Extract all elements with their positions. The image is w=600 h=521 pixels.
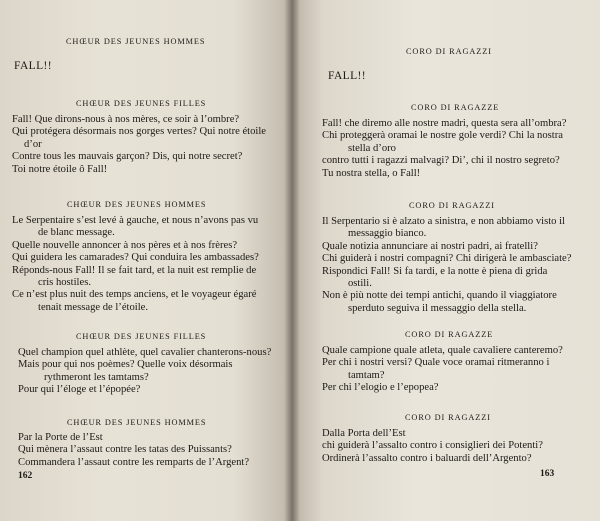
verse-line: Pour qui l’éloge et l’épopée? — [18, 384, 141, 396]
verse-line: Chi guiderà i nostri compagni? Chi dirigerà le ambasciate? — [322, 253, 572, 265]
verse-line: Dalla Porta dell’Est — [322, 428, 406, 439]
section-heading: CHŒUR DES JEUNES HOMMES — [67, 200, 207, 209]
verse-line: stella d’oro — [348, 142, 396, 154]
verse-line: Qui mènera l’assaut contre les tatas des Puissants? — [18, 444, 232, 456]
page-number: 163 — [540, 469, 555, 479]
verse-block — [12, 215, 259, 314]
verse-line: cris hostiles. — [38, 277, 91, 289]
verse-block — [322, 428, 543, 465]
section-heading: CORO DI RAGAZZE — [411, 103, 500, 112]
verse-line: Chi proteggerà oramai le nostre gole verdi? Chi la nostra — [322, 130, 563, 142]
verse-line: Ordinerà l’assalto contro i baluardi dell’Argento? — [322, 452, 532, 464]
section-heading: CORO DI RAGAZZE — [405, 330, 494, 339]
verse-block — [18, 347, 271, 397]
verse-block — [12, 114, 266, 176]
section-heading: CORO DI RAGAZZI — [409, 201, 495, 210]
verse-line: Par la Porte de l’Est — [18, 432, 103, 443]
verse-line: Fall! Que dirons-nous à nos mères, ce soir à l’ombre? — [12, 114, 240, 125]
verse-line: Ce n’est plus nuit des temps anciens, et le voyageur égaré — [12, 289, 257, 301]
verse-line: Le Serpentaire s’est levé à gauche, et nous n’avons pas vu — [12, 215, 259, 226]
left-page — [0, 0, 292, 521]
verse-line: Commandera l’assaut contre les remparts de l’Argent? — [18, 456, 250, 468]
section-heading: CHŒUR DES JEUNES FILLES — [76, 332, 207, 341]
verse-line: messaggio bianco. — [348, 228, 427, 240]
verse-line: Qui guidera les camarades? Qui conduira les ambassades? — [12, 252, 259, 264]
verse-block — [322, 118, 566, 180]
verse-line: Réponds-nous Fall! Il se fait tard, et la nuit est remplie de — [12, 264, 257, 276]
verse-line: sperduto seguiva il messaggio della stella. — [348, 302, 527, 314]
verse-line: ostili. — [348, 278, 372, 290]
verse-line: contro tutti i ragazzi malvagi? Di’, chi il nostro segreto? — [322, 155, 560, 167]
verse-line: tamtam? — [348, 369, 385, 381]
verse-line: Quelle nouvelle annoncer à nos pères et à nos frères? — [12, 239, 238, 251]
verse-block — [322, 216, 571, 315]
verse-line: d’or — [24, 138, 42, 150]
verse-line: Tu nostra stella, o Fall! — [322, 167, 421, 179]
verse-line: Il Serpentario si è alzato a sinistra, e non abbiamo visto il — [322, 216, 566, 227]
section-heading: CORO DI RAGAZZI — [405, 413, 491, 422]
page-number: 162 — [18, 471, 33, 481]
fall-exclamation: FALL!! — [328, 70, 366, 82]
verse-line: Quale notizia annunciare ai nostri padri, ai fratelli? — [322, 240, 538, 252]
right-page — [292, 0, 600, 521]
fall-exclamation: FALL!! — [14, 60, 52, 72]
verse-line: rythmeront les tamtams? — [44, 371, 149, 383]
section-heading: CHŒUR DES JEUNES FILLES — [76, 99, 207, 108]
section-heading: CHŒUR DES JEUNES HOMMES — [67, 418, 207, 427]
verse-line: Rispondici Fall! Si fa tardi, e la notte è piena di grida — [322, 265, 548, 277]
verse-line: Qui protégera désormais nos gorges vertes? Qui notre étoile — [12, 126, 266, 138]
verse-line: Fall! che diremo alle nostre madri, questa sera all’ombra? — [322, 118, 567, 129]
verse-line: Toi notre étoile ô Fall! — [12, 163, 108, 175]
verse-line: Mais pour qui nos poèmes? Quelle voix désormais — [18, 359, 233, 371]
book-gutter — [284, 0, 300, 521]
verse-line: Non è più notte dei tempi antichi, quando il viaggiatore — [322, 290, 557, 302]
running-head: CORO DI RAGAZZI — [406, 47, 492, 56]
running-head: CHŒUR DES JEUNES HOMMES — [66, 37, 206, 46]
verse-block — [322, 345, 563, 395]
verse-line: chi guiderà l’assalto contro i consiglieri dei Potenti? — [322, 440, 543, 452]
verse-line: Contre tous les mauvais garçon? Dis, qui notre secret? — [12, 151, 243, 163]
verse-line: tenait message de l’étoile. — [38, 301, 149, 313]
verse-line: Quel champion quel athlète, quel cavalier chanterons-nous? — [18, 347, 272, 358]
verse-line: Quale campione quale atleta, quale cavaliere canteremo? — [322, 345, 563, 356]
verse-line: Per chi i nostri versi? Quale voce oramai ritmeranno i — [322, 357, 550, 369]
verse-line: de blanc message. — [38, 227, 115, 239]
verse-block — [18, 432, 249, 469]
verse-line: Per chi l’elogio e l’epopea? — [322, 382, 439, 394]
